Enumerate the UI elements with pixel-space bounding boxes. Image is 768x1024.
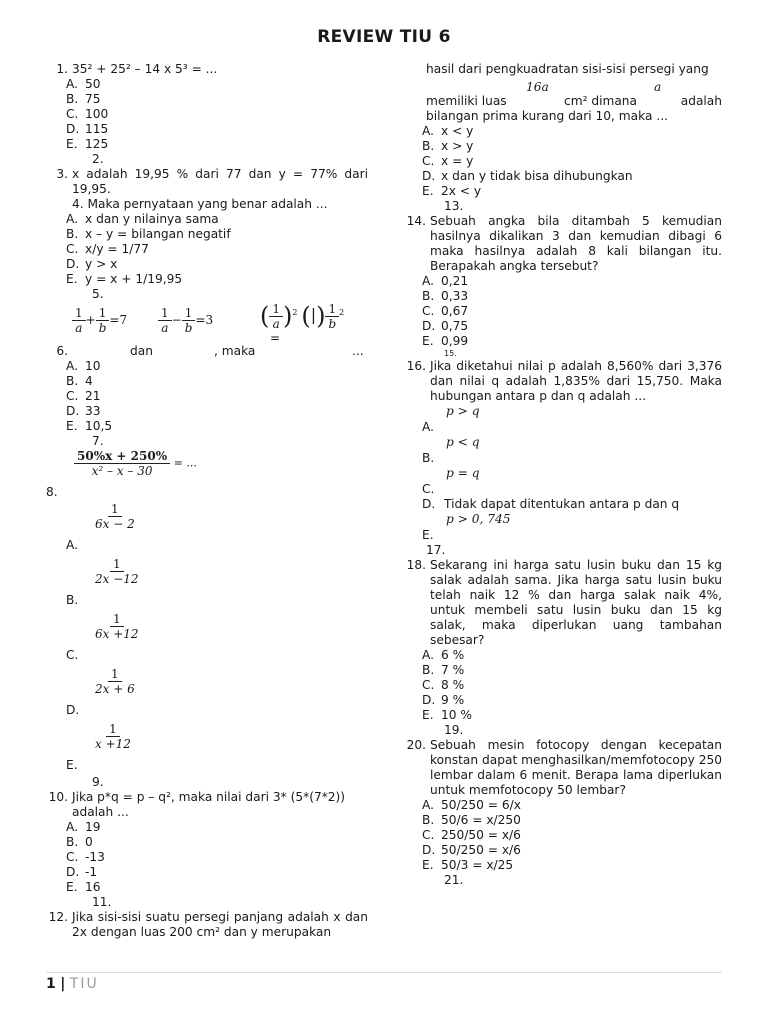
options-q20 bbox=[404, 798, 722, 873]
option-letter: C. bbox=[422, 154, 435, 168]
option-letter: C. bbox=[66, 242, 79, 256]
option-formula: p = q bbox=[446, 466, 480, 480]
option-letter: B. bbox=[66, 227, 79, 241]
answer-option bbox=[66, 419, 368, 434]
answer-option bbox=[66, 92, 368, 107]
option-letter: C. bbox=[422, 304, 435, 318]
answer-option bbox=[66, 850, 368, 865]
option-letter: D. bbox=[66, 404, 80, 418]
option-text: 100 bbox=[85, 107, 109, 121]
option-letter: B. bbox=[66, 593, 79, 607]
options-q6 bbox=[46, 359, 368, 434]
question-6-formulas bbox=[46, 302, 368, 344]
question-number: 21. bbox=[444, 873, 464, 887]
options-q1 bbox=[46, 77, 368, 152]
question-14: 14. Sebuah angka bila ditambah 5 kemudian hasilnya dikalikan 3 dan kemudian dibagi 6 maka hasilnya adalah 8 kali bilangan itu. Berapakah angka tersebut? bbox=[406, 214, 722, 273]
option-letter: C. bbox=[422, 678, 435, 692]
question-text: 35² + 25² – 14 x 5³ = ... bbox=[72, 62, 218, 76]
question-12-continuation: hasil dari pengkuadratan sisi-sisi persegi yang bbox=[426, 62, 709, 76]
option-letter: D. bbox=[66, 865, 80, 879]
answer-option bbox=[422, 124, 722, 139]
formula-row: 16a a bbox=[526, 80, 662, 94]
option-text: 16 bbox=[85, 880, 101, 894]
page-title: REVIEW TIU 6 bbox=[317, 27, 451, 47]
right-column bbox=[404, 62, 722, 888]
option-text: x < y bbox=[441, 124, 474, 138]
option-letter: B. bbox=[422, 813, 435, 827]
option-text: 50/250 = 6/x bbox=[441, 798, 521, 812]
answer-option bbox=[66, 212, 368, 227]
question-number: 7. bbox=[92, 434, 104, 448]
option-letter: D. bbox=[66, 703, 80, 717]
option-letter: D. bbox=[422, 497, 436, 511]
option-text: 125 bbox=[85, 137, 109, 151]
options-q8 bbox=[46, 500, 368, 775]
option-text: x – y = bilangan negatif bbox=[85, 227, 231, 241]
option-text: 75 bbox=[85, 92, 101, 106]
option-letter: A. bbox=[66, 359, 78, 373]
answer-option bbox=[422, 828, 722, 843]
option-text: 8 % bbox=[441, 678, 465, 692]
formula-2: $\frac{1}{a}$ − $\frac{1}{b}$ =3 bbox=[158, 306, 213, 335]
question-20: 20. Sebuah mesin fotocopy dengan kecepatan konstan dapat menghasilkan/memfotocopy 250 lembar dalam 6 menit. Berapa lama diperlukan untuk memfotocopy 50 lembar? bbox=[406, 738, 722, 797]
question-16: 16. Jika diketahui nilai p adalah 8,560% dari 3,376 dan nilai q adalah 1,835% dari 15,750. Maka hubungan antara p dan q adalah ... bbox=[406, 359, 722, 403]
question-text: Sekarang ini harga satu lusin buku dan 15 kg salak adalah sama. Jika harga satu lusin buku telah naik 12 % dan harga salak naik 4%, untuk membeli satu lusin buku dan 15 kg salak, maka diperlukan uang tambahan sebesar? bbox=[430, 558, 722, 647]
option-text: -1 bbox=[85, 865, 98, 879]
footer-divider bbox=[46, 972, 722, 973]
option-letter: B. bbox=[422, 139, 435, 153]
option-letter: A. bbox=[66, 820, 78, 834]
answer-option bbox=[422, 708, 722, 723]
answer-option bbox=[404, 404, 722, 435]
option-letter: B. bbox=[422, 289, 435, 303]
answer-option bbox=[404, 466, 722, 497]
question-number: 19. bbox=[444, 723, 464, 737]
option-letter: A. bbox=[66, 77, 78, 91]
answer-option: $\frac{1}{x +12}$ E. bbox=[66, 722, 131, 772]
option-formula: p > 0, 745 bbox=[446, 512, 511, 526]
question-text: x adalah 19,95 % dari 77 dan y = 77% dari 19,95. bbox=[72, 167, 368, 196]
question-12-line: memiliki luas cm² dimana adalah bbox=[426, 94, 722, 108]
option-letter: A. bbox=[422, 274, 434, 288]
option-letter: A. bbox=[66, 538, 78, 552]
option-letter: E. bbox=[66, 758, 78, 772]
option-text: 6 % bbox=[441, 648, 465, 662]
options-q14 bbox=[404, 274, 722, 349]
page-footer bbox=[46, 976, 99, 992]
option-letter: B. bbox=[66, 92, 79, 106]
question-8-formula: $\frac{50\%x + 250\%}{\text{x² – x – 30}}$ = ... bbox=[46, 449, 368, 485]
question-text: Jika sisi-sisi suatu persegi panjang adalah x dan 2x dengan luas 200 cm² dan y merupakan bbox=[72, 910, 368, 939]
option-text: x > y bbox=[441, 139, 474, 153]
formula-3: ( $\frac{1}{a}$ )$^2$ (|) $\frac{1}{b}$ $^2$ = bbox=[260, 302, 345, 345]
answer-option bbox=[66, 227, 368, 242]
answer-option bbox=[422, 154, 722, 169]
option-letter: E. bbox=[66, 419, 78, 433]
answer-option bbox=[66, 359, 368, 374]
option-letter: E. bbox=[422, 858, 434, 872]
option-text: 50/3 = x/25 bbox=[441, 858, 514, 872]
answer-option bbox=[422, 184, 722, 199]
answer-option bbox=[422, 693, 722, 708]
option-letter: A. bbox=[422, 648, 434, 662]
option-letter: E. bbox=[422, 708, 434, 722]
option-letter: B. bbox=[422, 663, 435, 677]
option-letter: D. bbox=[66, 122, 80, 136]
option-letter: B. bbox=[66, 374, 79, 388]
answer-option bbox=[422, 169, 722, 184]
question-4-text: 4. Maka pernyataan yang benar adalah ... bbox=[72, 197, 328, 211]
question-10: 10. Jika p*q = p – q², maka nilai dari 3* (5*(7*2)) adalah ... bbox=[48, 790, 346, 819]
option-text: 7 % bbox=[441, 663, 465, 677]
option-letter: C. bbox=[66, 389, 79, 403]
option-letter: E. bbox=[66, 880, 78, 894]
answer-option bbox=[66, 137, 368, 152]
answer-option bbox=[422, 798, 722, 813]
answer-option: $\frac{1}{6x - 2}$ A. bbox=[66, 502, 135, 552]
question-number: 17. bbox=[426, 543, 446, 557]
answer-option bbox=[66, 389, 368, 404]
option-letter: B. bbox=[422, 451, 435, 465]
question-12-line: bilangan prima kurang dari 10, maka ... bbox=[426, 109, 668, 123]
question-number: 15. bbox=[444, 349, 457, 358]
answer-option bbox=[66, 865, 368, 880]
option-letter: D. bbox=[422, 693, 436, 707]
answer-option: $\frac{1}{2x -12}$ B. bbox=[66, 557, 139, 607]
answer-option bbox=[66, 835, 368, 850]
option-letter: A. bbox=[422, 420, 434, 434]
option-letter: C. bbox=[422, 828, 435, 842]
option-letter: C. bbox=[66, 648, 79, 662]
answer-option bbox=[66, 880, 368, 895]
question-12: 12. Jika sisi-sisi suatu persegi panjang adalah x dan 2x dengan luas 200 cm² dan y merupakan bbox=[48, 910, 368, 939]
option-letter: D. bbox=[422, 169, 436, 183]
answer-option bbox=[422, 813, 722, 828]
question-number: 9. bbox=[92, 775, 104, 789]
answer-option bbox=[404, 512, 722, 543]
question-number: 2. bbox=[92, 152, 104, 166]
option-text: 33 bbox=[85, 404, 101, 418]
option-text: 0,75 bbox=[441, 319, 469, 333]
option-letter: E. bbox=[422, 528, 434, 542]
question-number: 13. bbox=[444, 199, 464, 213]
option-text: 9 % bbox=[441, 693, 465, 707]
answer-option bbox=[66, 122, 368, 137]
option-text: 50/6 = x/250 bbox=[441, 813, 521, 827]
option-letter: E. bbox=[422, 334, 434, 348]
option-text: 0,67 bbox=[441, 304, 469, 318]
answer-option bbox=[404, 497, 722, 512]
options-q16 bbox=[404, 404, 722, 543]
option-letter: E. bbox=[66, 137, 78, 151]
option-formula: p > q bbox=[446, 404, 480, 418]
option-text: 10 bbox=[85, 359, 101, 373]
option-formula: p < q bbox=[446, 435, 480, 449]
option-text: x dan y tidak bisa dihubungkan bbox=[441, 169, 633, 183]
option-text: 0,99 bbox=[441, 334, 469, 348]
formula-1: $\frac{1}{a}$ + $\frac{1}{b}$ =7 bbox=[72, 306, 127, 335]
option-letter: C. bbox=[66, 850, 79, 864]
answer-option bbox=[422, 304, 722, 319]
answer-option bbox=[66, 77, 368, 92]
answer-option bbox=[422, 289, 722, 304]
option-text: 10,5 bbox=[85, 419, 113, 433]
answer-option bbox=[66, 404, 368, 419]
option-text: 4 bbox=[85, 374, 93, 388]
question-text: Sebuah mesin fotocopy dengan kecepatan konstan dapat menghasilkan/memfotocopy 250 lembar dalam 6 menit. Berapa lama diperlukan untuk memfotocopy 50 lembar? bbox=[430, 738, 722, 797]
question-1: 1. 35² + 25² – 14 x 5³ = ... bbox=[56, 62, 218, 76]
option-text: 0 bbox=[85, 835, 93, 849]
option-letter: A. bbox=[66, 212, 78, 226]
option-text: 50 bbox=[85, 77, 101, 91]
footer-separator: | bbox=[60, 976, 66, 992]
options-q12 bbox=[404, 124, 722, 199]
answer-option bbox=[66, 242, 368, 257]
question-3: 3. x adalah 19,95 % dari 77 dan y = 77% dari 19,95. bbox=[56, 167, 368, 196]
answer-option bbox=[422, 663, 722, 678]
answer-option bbox=[422, 274, 722, 289]
option-letter: E. bbox=[422, 184, 434, 198]
option-letter: C. bbox=[66, 107, 79, 121]
option-letter: B. bbox=[66, 835, 79, 849]
option-text: 2x < y bbox=[441, 184, 482, 198]
question-18: 18. Sekarang ini harga satu lusin buku dan 15 kg salak adalah sama. Jika harga satu lusin buku telah naik 12 % dan harga salak naik 4%, untuk membeli satu lusin buku dan 15 kg salak, maka diperlukan uang tambahan sebesar? bbox=[406, 558, 722, 647]
option-text: -13 bbox=[85, 850, 105, 864]
options-q4 bbox=[46, 212, 368, 287]
left-column bbox=[46, 62, 368, 940]
answer-option bbox=[66, 107, 368, 122]
option-text: 250/50 = x/6 bbox=[441, 828, 521, 842]
answer-option bbox=[66, 257, 368, 272]
option-letter: C. bbox=[422, 482, 435, 496]
option-letter: D. bbox=[422, 843, 436, 857]
options-q10 bbox=[46, 820, 368, 895]
page-number: 1 bbox=[46, 976, 56, 992]
answer-option bbox=[422, 139, 722, 154]
question-6: 6. dan , maka ... bbox=[56, 344, 364, 358]
option-text: x/y = 1/77 bbox=[85, 242, 149, 256]
option-text: 10 % bbox=[441, 708, 472, 722]
option-text: Tidak dapat ditentukan antara p dan q bbox=[444, 497, 680, 511]
answer-option: $\frac{1}{2x + 6}$ D. bbox=[66, 667, 135, 717]
option-text: 50/250 = x/6 bbox=[441, 843, 521, 857]
question-number: 5. bbox=[92, 287, 104, 301]
option-letter: D. bbox=[422, 319, 436, 333]
question-8: 8. bbox=[46, 485, 58, 499]
option-text: 115 bbox=[85, 122, 109, 136]
options-q18 bbox=[404, 648, 722, 723]
question-text: Jika diketahui nilai p adalah 8,560% dari 3,376 dan nilai q adalah 1,835% dari 15,750. Maka hubungan antara p dan q adalah ... bbox=[430, 359, 722, 403]
option-text: 0,21 bbox=[441, 274, 469, 288]
option-letter: D. bbox=[66, 257, 80, 271]
answer-option bbox=[404, 435, 722, 466]
option-text: x = y bbox=[441, 154, 474, 168]
option-letter: A. bbox=[422, 124, 434, 138]
answer-option bbox=[422, 319, 722, 334]
option-text: x dan y nilainya sama bbox=[85, 212, 219, 226]
option-letter: E. bbox=[66, 272, 78, 286]
option-text: y = x + 1/19,95 bbox=[85, 272, 183, 286]
answer-option bbox=[66, 820, 368, 835]
question-text: Sebuah angka bila ditambah 5 kemudian hasilnya dikalikan 3 dan kemudian dibagi 6 maka hasilnya adalah 8 kali bilangan itu. Berapakah angka tersebut? bbox=[430, 214, 722, 273]
option-letter: A. bbox=[422, 798, 434, 812]
footer-section: TIU bbox=[69, 976, 99, 992]
option-text: 19 bbox=[85, 820, 101, 834]
option-text: 21 bbox=[85, 389, 101, 403]
answer-option bbox=[422, 843, 722, 858]
option-text: 0,33 bbox=[441, 289, 469, 303]
question-number: 11. bbox=[92, 895, 112, 909]
answer-option bbox=[422, 858, 722, 873]
question-text: Jika p*q = p – q², maka nilai dari 3* (5*(7*2)) adalah ... bbox=[72, 790, 346, 819]
answer-option: $\frac{1}{6x +12}$ C. bbox=[66, 612, 139, 662]
answer-option bbox=[422, 334, 722, 349]
answer-option bbox=[66, 374, 368, 389]
answer-option bbox=[422, 648, 722, 663]
answer-option bbox=[422, 678, 722, 693]
answer-option bbox=[66, 272, 368, 287]
option-text: y > x bbox=[85, 257, 118, 271]
